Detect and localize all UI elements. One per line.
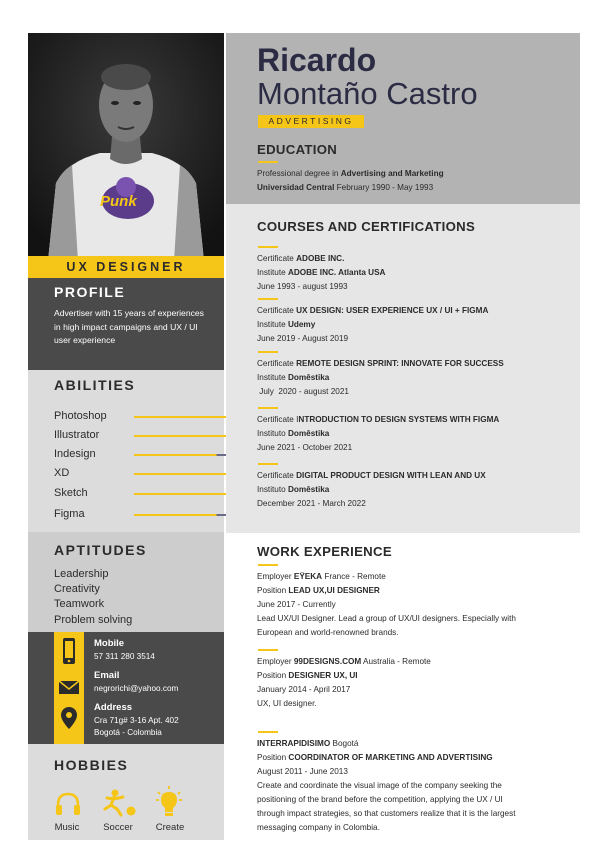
- inst-label: Institute: [257, 320, 288, 329]
- position-name: COORDINATOR OF MARKETING AND ADVERTISING: [288, 753, 493, 762]
- job-description: Create and coordinate the visual image of the company seeking the: [257, 781, 502, 790]
- skill-name: Indesign: [54, 448, 96, 460]
- course-dates: June 2021 - October 2021: [257, 443, 353, 452]
- cert-label: Certificate: [257, 254, 297, 263]
- cert-name: ADOBE INC.: [296, 254, 345, 263]
- email-label: Email: [94, 670, 120, 681]
- job-location: Bogotá: [330, 739, 359, 748]
- course-institute: [257, 266, 385, 280]
- employer-label: Employer: [257, 657, 294, 666]
- headphones-icon: [54, 791, 82, 817]
- hobby-label: Create: [155, 822, 185, 833]
- abilities-section: [28, 370, 224, 532]
- degree-name: Advertising and Marketing: [340, 169, 444, 178]
- job-position: [257, 584, 380, 598]
- job-description: through impact strategies, so that customers realize that it is the largest: [257, 809, 516, 818]
- email-value[interactable]: negrorichi@yahoo.com: [94, 684, 179, 693]
- aptitude-item: Leadership: [54, 568, 109, 580]
- job-description: European and world-renowned brands.: [257, 628, 399, 637]
- job-dates: August 2011 - June 2013: [257, 767, 348, 776]
- job-description: UX, UI designer.: [257, 699, 317, 708]
- position-name: DESIGNER UX, UI: [288, 671, 358, 680]
- role-label: UX DESIGNER: [66, 260, 186, 274]
- skill-name: Photoshop: [54, 410, 107, 422]
- skill-bar: [134, 493, 228, 495]
- profile-text: Advertiser with 15 years of experiences in high impact campaigns and UX / UI user experience: [54, 308, 204, 345]
- education-degree: [257, 167, 444, 181]
- section-underline: [258, 246, 278, 248]
- skill-name: Figma: [54, 508, 85, 520]
- section-underline: [258, 649, 278, 651]
- degree-prefix: Professional degree in: [257, 169, 341, 178]
- lightbulb-icon: [156, 786, 182, 818]
- abilities-title: ABILITIES: [54, 377, 136, 393]
- address-line-2: Bogotá - Colombia: [94, 728, 162, 737]
- skill-bar: [134, 416, 228, 418]
- skill-name: XD: [54, 467, 70, 479]
- employer-name: 99DESIGNS.COM: [293, 657, 362, 666]
- mobile-label: Mobile: [94, 638, 125, 649]
- first-name: Ricardo: [257, 42, 377, 78]
- job-dates: January 2014 - April 2017: [257, 685, 351, 694]
- cert-label: Certificate: [257, 471, 297, 480]
- job-position: [257, 669, 358, 683]
- shirt-print: Punk: [100, 193, 137, 210]
- inst-name: Udemy: [287, 320, 316, 329]
- course-institute: [257, 427, 329, 441]
- cert-label: Certificate: [257, 359, 297, 368]
- section-underline: [258, 298, 278, 300]
- section-underline: [258, 161, 278, 163]
- aptitudes-title: APTITUDES: [54, 542, 147, 558]
- job-employer: [257, 737, 358, 751]
- employer-name: INTERRAPIDISIMO: [257, 739, 331, 748]
- cert-name: REMOTE DESIGN SPRINT: INNOVATE FOR SUCCESS: [296, 359, 504, 368]
- soccer-player-icon: [101, 789, 141, 817]
- address-label: Address: [94, 702, 133, 713]
- course-institute: [257, 318, 315, 332]
- skill-bar: [134, 473, 228, 475]
- course-certificate: [257, 252, 344, 266]
- job-location: Australia - Remote: [361, 657, 431, 666]
- skill-name: Sketch: [54, 487, 88, 499]
- location-pin-icon: [60, 706, 78, 730]
- inst-name: Domêstika: [287, 485, 330, 494]
- course-institute: [257, 371, 329, 385]
- courses-title: COURSES AND CERTIFICATIONS: [257, 219, 476, 234]
- profile-title: PROFILE: [54, 284, 126, 300]
- tagline: ADVERTISING: [268, 116, 354, 126]
- address-line-1: Cra 71g# 3-16 Apt. 402: [94, 716, 179, 725]
- cert-name: DIGITAL PRODUCT DESIGN WITH LEAN AND UX: [296, 471, 486, 480]
- job-description: messaging company in Colombia.: [257, 823, 380, 832]
- section-underline: [258, 731, 278, 733]
- phone-icon: [59, 636, 79, 668]
- course-certificate: [257, 469, 486, 483]
- last-name: Montaño Castro: [257, 76, 478, 111]
- course-certificate: [257, 304, 488, 318]
- cert-label: Certificate I: [257, 415, 299, 424]
- inst-label: Institute: [257, 373, 288, 382]
- inst-name: Domêstika: [287, 373, 330, 382]
- contact-icon-strip: [54, 632, 84, 744]
- hobby-label: Soccer: [103, 822, 133, 833]
- course-dates: June 2019 - August 2019: [257, 334, 349, 343]
- skill-bar: [134, 435, 228, 437]
- hobby-label: Music: [54, 822, 80, 833]
- education-university: [257, 181, 433, 195]
- profile-section: [28, 278, 224, 370]
- hobbies-section: [28, 744, 224, 840]
- section-underline: [258, 407, 278, 409]
- job-employer: [257, 655, 431, 669]
- education-dates: February 1990 - May 1993: [334, 183, 434, 192]
- inst-label: Instituto: [257, 485, 288, 494]
- section-underline: [258, 351, 278, 353]
- aptitude-item: Creativity: [54, 583, 100, 595]
- job-description: Lead UX/UI Designer. Lead a group of UX/UI designers. Especially with: [257, 614, 516, 623]
- job-location: France - Remote: [322, 572, 386, 581]
- aptitudes-section: [28, 532, 224, 632]
- hobbies-title: HOBBIES: [54, 757, 129, 773]
- university-name: Universidad Central: [257, 183, 335, 192]
- employer-name: EŸEKA: [293, 572, 323, 581]
- profile-photo: [28, 33, 224, 261]
- course-certificate: [257, 357, 504, 371]
- inst-label: Instituto: [257, 429, 288, 438]
- job-description: positioning of the brand before the competition, applying the UX / UI: [257, 795, 503, 804]
- section-underline: [258, 564, 278, 566]
- job-employer: [257, 570, 386, 584]
- cert-name: NTRODUCTION TO DESIGN SYSTEMS WITH FIGMA: [298, 415, 500, 424]
- course-institute: [257, 483, 329, 497]
- position-name: LEAD UX,UI DESIGNER: [288, 586, 380, 595]
- job-position: [257, 751, 493, 765]
- course-dates: December 2021 - March 2022: [257, 499, 366, 508]
- inst-label: Institute: [257, 268, 288, 277]
- course-certificate: [257, 413, 499, 427]
- mobile-value[interactable]: 57 311 280 3514: [94, 652, 155, 661]
- inst-name: ADOBE INC. Atlanta USA: [287, 268, 386, 277]
- position-label: Position: [257, 586, 289, 595]
- education-title: EDUCATION: [257, 142, 338, 157]
- skill-name: Illustrator: [54, 429, 100, 441]
- course-dates: June 1993 - august 1993: [257, 282, 348, 291]
- employer-label: Employer: [257, 572, 294, 581]
- section-underline: [258, 463, 278, 465]
- cert-name: UX DESIGN: USER EXPERIENCE UX / UI + FIGMA: [296, 306, 489, 315]
- position-label: Position: [257, 671, 289, 680]
- cert-label: Certificate: [257, 306, 297, 315]
- skill-bar: [134, 514, 228, 516]
- work-title: WORK EXPERIENCE: [257, 544, 392, 559]
- aptitude-item: Teamwork: [54, 598, 105, 610]
- course-dates: July 2020 - august 2021: [257, 387, 349, 396]
- mail-icon: [58, 676, 80, 698]
- position-label: Position: [257, 753, 289, 762]
- skill-bar: [134, 454, 228, 456]
- inst-name: Domêstika: [287, 429, 330, 438]
- aptitude-item: Problem solving: [54, 614, 133, 626]
- job-dates: June 2017 - Currently: [257, 600, 336, 609]
